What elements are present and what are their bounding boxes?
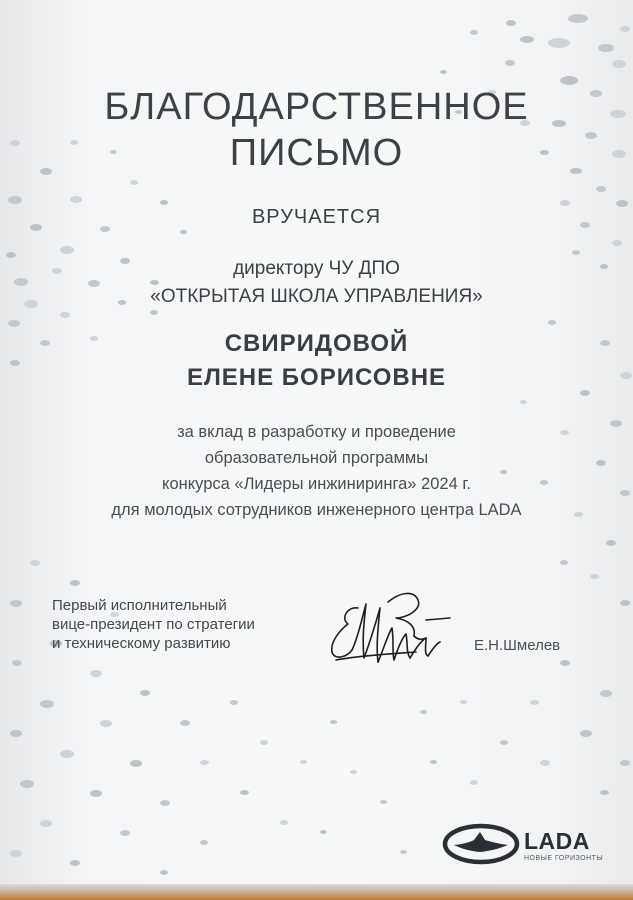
decorative-dot: [10, 850, 22, 857]
decorative-dot: [60, 312, 70, 318]
decorative-dot: [160, 870, 168, 875]
decorative-dot: [70, 580, 80, 586]
decorative-dot: [606, 540, 616, 546]
body-line: конкурса «Лидеры инжиниринга» 2024 г.: [162, 475, 471, 493]
decorative-dot: [12, 660, 22, 666]
decorative-dot: [180, 720, 190, 726]
decorative-dot: [590, 574, 599, 579]
decorative-dot: [400, 850, 407, 854]
decorative-dot: [430, 760, 437, 764]
decorative-dot: [130, 180, 138, 185]
recipient-role-line-2: «ОТКРЫТАЯ ШКОЛА УПРАВЛЕНИЯ»: [150, 286, 483, 307]
decorative-dot: [580, 730, 592, 737]
decorative-dot: [530, 700, 539, 705]
body-line: образовательной программы: [204, 449, 429, 467]
decorative-dot: [100, 720, 112, 727]
decorative-dot: [506, 20, 516, 26]
decorative-dot: [70, 860, 80, 866]
signer-name: Е.Н.Шмелев: [474, 637, 561, 654]
title-line-1: БЛАГОДАРСТВЕННОЕ: [104, 86, 529, 128]
decorative-dot: [330, 720, 337, 724]
decorative-dot: [300, 760, 307, 764]
decorative-dot: [572, 250, 580, 255]
logo-tagline: НОВЫЕ ГОРИЗОНТЫ: [524, 855, 604, 862]
decorative-dot: [280, 820, 288, 825]
logo-wordmark: LADA: [524, 828, 590, 854]
decorative-dot: [130, 760, 142, 767]
decorative-dot: [180, 230, 187, 234]
decorative-dot: [600, 690, 612, 697]
recipient-name-line-1: СВИРИДОВОЙ: [224, 330, 409, 357]
decorative-dot: [60, 750, 74, 758]
decorative-dot: [40, 820, 52, 827]
decorative-dot: [90, 670, 102, 677]
decorative-dot: [160, 800, 170, 806]
decorative-dot: [150, 310, 158, 315]
decorative-dot: [540, 760, 550, 766]
decorative-dot: [120, 830, 130, 836]
decorative-dot: [10, 600, 22, 607]
decorative-dot: [8, 196, 22, 204]
decorative-dot: [350, 770, 357, 774]
decorative-dot: [440, 70, 447, 74]
page-bottom-edge: [0, 884, 633, 900]
decorative-dot: [200, 840, 208, 845]
decorative-dot: [40, 700, 54, 708]
decorative-dot: [380, 800, 387, 804]
decorative-dot: [620, 760, 630, 766]
decorative-dot: [240, 790, 249, 795]
decorative-dot: [470, 780, 478, 785]
decorative-dot: [500, 740, 508, 745]
decorative-dot: [200, 760, 209, 765]
decorative-dot: [320, 830, 327, 834]
decorative-dot: [140, 690, 150, 696]
decorative-dot: [548, 38, 570, 48]
decorative-dot: [600, 790, 609, 795]
handwritten-signature: [318, 578, 458, 678]
decorative-dot: [470, 30, 478, 35]
decorative-dot: [560, 660, 570, 666]
decorative-dot: [150, 280, 159, 285]
decorative-dot: [160, 200, 168, 205]
recipient-role-line-1: директору ЧУ ДПО: [233, 258, 400, 279]
body-line: за вклад в разработку и проведение: [177, 423, 456, 441]
signer-position-line: вице-президент по стратегии: [52, 616, 255, 633]
title-line-2: ПИСЬМО: [229, 132, 404, 174]
signer-position-line: Первый исполнительный: [52, 597, 227, 614]
subtitle: ВРУЧАЕТСЯ: [251, 206, 382, 228]
decorative-dot: [520, 400, 527, 404]
decorative-dot: [260, 740, 268, 745]
decorative-dot: [520, 36, 534, 43]
decorative-dot: [612, 240, 622, 246]
decorative-dot: [620, 600, 630, 606]
decorative-dot: [60, 246, 74, 254]
decorative-dot: [420, 710, 427, 714]
recipient-name-line-2: ЕЛЕНЕ БОРИСОВНЕ: [186, 364, 447, 391]
decorative-dot: [560, 560, 568, 565]
decorative-dot: [70, 196, 82, 203]
decorative-dot: [460, 700, 467, 704]
decorative-dot: [598, 44, 614, 52]
decorative-dot: [620, 26, 630, 32]
signer-position-line: и техническому развитию: [52, 635, 231, 652]
decorative-dot: [90, 790, 102, 797]
decorative-dot: [612, 60, 626, 68]
decorative-dot: [505, 60, 515, 66]
decorative-dot: [30, 560, 40, 566]
decorative-dot: [500, 470, 507, 474]
decorative-dot: [548, 320, 556, 325]
body-line: для молодых сотрудников инженерного центра LADA: [111, 501, 522, 519]
decorative-dot: [230, 700, 238, 705]
decorative-dot: [8, 320, 20, 327]
decorative-dot: [10, 730, 22, 737]
decorative-dot: [596, 186, 606, 192]
decorative-dot: [20, 780, 34, 788]
decorative-dot: [568, 14, 588, 23]
